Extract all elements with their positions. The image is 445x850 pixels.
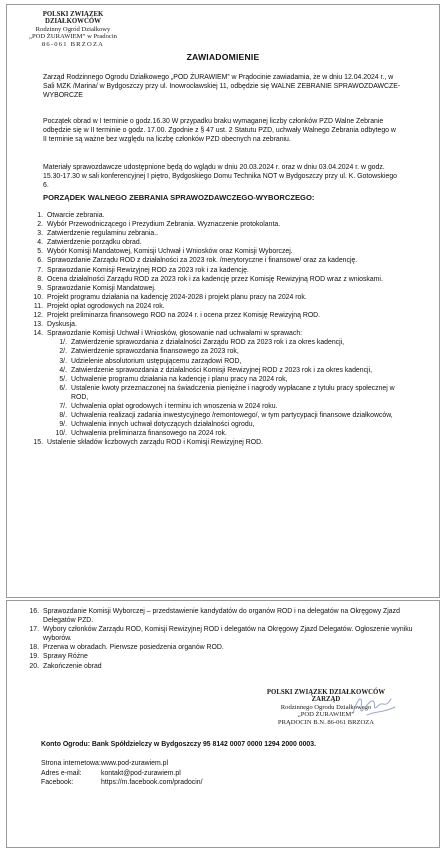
item-text: Zatwierdzenie sprawozdania finansowego za 2023 rok,: [71, 348, 239, 356]
item-number: 9.: [37, 284, 43, 292]
item-number: 4/.: [59, 366, 67, 374]
item-text: Otwarcie zebrania.: [47, 212, 105, 219]
item-number: 8.: [37, 275, 43, 283]
stamp-line: 86-061 BRZOZA: [41, 40, 105, 48]
contact-facebook: [41, 778, 203, 788]
sub-list-item: [25, 366, 405, 375]
contact-label: Facebook:: [41, 779, 74, 787]
item-text: Sprawozdanie Komisji Rewizyjnej ROD za 2023 rok i za kadencję.: [47, 266, 249, 274]
item-text: Wybór Przewodniczącego i Prezydium Zebrania. Wyznaczenie protokolanta.: [47, 221, 281, 229]
item-text: Sprawy Różne: [43, 653, 88, 661]
agenda-list-continued: [21, 607, 421, 671]
item-number: 4.: [37, 239, 43, 247]
item-number: 1.: [37, 212, 43, 219]
stamp-line: PRĄDOCIN B.N. 86-061 BRZOZA: [277, 718, 375, 726]
item-number: 19.: [29, 653, 39, 661]
item-number: 20.: [29, 662, 39, 670]
item-text: Zatwierdzenie sprawozdania z działalności Zarządu ROD za 2023 rok i za okres kadencji,: [71, 339, 345, 347]
item-text: Sprawozdanie Komisji Uchwał i Wniosków, głosowanie nad uchwałami w sprawach:: [47, 330, 303, 338]
item-number: 2/.: [59, 348, 67, 356]
sub-list-item: [25, 357, 405, 366]
document-page-2: [6, 600, 440, 848]
sub-list-item: [25, 347, 405, 356]
contact-website: [41, 759, 203, 769]
item-text: Ustalenie składów liczbowych zarządu ROD i Komisji Rewizyjnej ROD.: [47, 439, 263, 447]
agenda-heading: PORZĄDEK WALNEGO ZEBRANIA SPRAWOZDAWCZEGO-WYBORCZEGO:: [43, 193, 315, 202]
list-item: [25, 256, 405, 265]
item-text: Wybory członków Zarządu ROD, Komisji Rewizyjnej ROD i delegatów na Okręgowy Zjazd Delegatów. Ogłoszenie wyniku wyborów.: [43, 626, 413, 643]
list-item: [25, 238, 405, 247]
list-item: [21, 652, 421, 661]
item-text: Uchwalenia opłat ogrodowych i terminu ich wnoszenia w 2024 roku.: [71, 402, 278, 410]
item-number: 17.: [29, 626, 39, 634]
sub-list-item: [25, 338, 405, 347]
item-text: Sprawozdanie Komisji Mandatowej.: [47, 284, 156, 292]
list-item: [25, 293, 405, 302]
item-text: Uchwalenia preliminarza finansowego na 2024 rok.: [71, 430, 227, 438]
item-number: 6/.: [59, 384, 67, 392]
stamp-line: „POD ŻURAWIEM” w Pradocin: [29, 33, 117, 41]
item-text: Sprawozdanie Komisji Wyborczej – przedstawienie kandydatów do organów ROD i na delegatów na Okręgowy Zjazd Delegatów PZD.: [43, 608, 400, 625]
item-number: 5.: [37, 248, 43, 256]
sub-list-item: [25, 429, 405, 438]
item-text: Udzielenie absolutorium ustępującemu zarządowi ROD,: [71, 357, 242, 365]
item-number: 3/.: [59, 357, 67, 365]
item-text: Projekt preliminarza finansowego ROD na 2024 r. i ocena przez Komisję Rewizyjną ROD.: [47, 312, 321, 320]
list-item: [25, 229, 405, 238]
item-number: 6.: [37, 257, 43, 265]
list-item: [25, 266, 405, 275]
item-text: Zatwierdzenie regulaminu zebrania..: [47, 230, 159, 238]
list-item: [25, 320, 405, 329]
list-item: [21, 607, 421, 625]
document-title: ZAWIADOMIENIE: [186, 52, 260, 62]
item-number: 9/.: [59, 421, 67, 429]
item-text: Przerwa w obradach. Pierwsze posiedzenia organów ROD.: [43, 644, 224, 652]
stamp-line: POLSKI ZWIĄZEK DZIAŁKOWCÓW: [42, 11, 104, 26]
item-number: 5/.: [59, 375, 67, 383]
association-stamp: [25, 11, 121, 48]
stamp-line: ZARZĄD: [311, 696, 341, 704]
contact-label: Adres e-mail:: [41, 769, 82, 777]
materials-paragraph: Materiały sprawozdawcze udostępnione będą do wglądu w dniu 20.03.2024 r. oraz w dniu 03.04.2024 r. w godz. 15.30-17.30 w sali konferencyjnej I piętro, Bydgoskiego Domu Technika NOT w Bydgoszczy przy ul. K. Gotowskiego 6.: [43, 164, 398, 190]
item-number: 16.: [29, 608, 39, 615]
item-text: Projekt programu działania na kadencję 2024-2028 i projekt planu pracy na 2024 rok.: [47, 293, 307, 301]
contact-info: [41, 759, 203, 788]
item-number: 15.: [33, 439, 43, 447]
list-item: [21, 662, 421, 671]
item-text: Ocena działalności Zarządu ROD za 2023 rok i za kadencję przez Komisję Rewizyjną ROD wraz z wnioskami.: [47, 275, 383, 283]
contact-label: Strona internetowa:: [41, 760, 101, 767]
website-link[interactable]: www.pod-zurawiem.pl: [101, 760, 169, 767]
list-item: [25, 302, 405, 311]
item-text: Projekt opłat ogrodowych na 2024 rok.: [47, 302, 165, 310]
item-text: Wybór Komisji Mandatowej, Komisji Uchwał i Wniosków oraz Komisji Wyborczej.: [47, 248, 293, 256]
contact-email: [41, 769, 203, 779]
item-number: 2.: [37, 221, 43, 229]
bank-account: Konto Ogrodu: Bank Spółdzielczy w Bydgoszczy 95 8142 0007 0000 1294 2000 0003.: [41, 741, 316, 748]
item-number: 13.: [33, 321, 43, 329]
item-text: Zakończenie obrad: [43, 662, 102, 670]
list-item: [25, 284, 405, 293]
item-number: 7/.: [59, 402, 67, 410]
item-text: Dyskusja.: [47, 321, 77, 329]
sub-list-item: [25, 375, 405, 384]
sub-list-item: [25, 411, 405, 420]
item-text: Sprawozdanie Zarządu ROD z działalności za 2023 rok. /merytoryczne i finansowe/ oraz za kadencję.: [47, 257, 358, 265]
list-item: [25, 247, 405, 256]
sub-list-item: [25, 420, 405, 429]
item-text: Zatwierdzenie porządku obrad.: [47, 239, 142, 247]
sub-list-item: [25, 384, 405, 402]
list-item: [25, 211, 405, 220]
item-text: Zatwierdzenie sprawozdania z działalności Komisji Rewizyjnej ROD z 2023 rok i za okres kadencji,: [71, 366, 373, 374]
item-number: 7.: [37, 266, 43, 274]
list-item: [25, 311, 405, 320]
intro-paragraph: Zarząd Rodzinnego Ogrodu Działkowego „POD ŻURAWIEM” w Prądocinie zawiadamia, że w dniu 12.04.2024 r., w Sali MZK /Marina/ w Bydgoszczy przy ul. Inowrocławskiej 11, odbędzie się WALNE ZEBRANIE SPRAWOZDAWCZE-WYBORCZE: [43, 74, 401, 100]
item-number: 11.: [33, 302, 43, 310]
sub-list-item: [25, 402, 405, 411]
signature-icon: [349, 691, 399, 721]
item-number: 8/.: [59, 412, 67, 420]
list-item: [25, 438, 405, 447]
item-number: 10/.: [55, 430, 67, 438]
item-number: 10.: [33, 293, 43, 301]
item-number: 3.: [37, 230, 43, 238]
agenda-list: [25, 211, 405, 447]
list-item: [21, 625, 421, 643]
stamp-line: Rodzinnego Ogrodu Działkowego: [280, 703, 372, 711]
notice-paragraph: Początek obrad w I terminie o godz.16.30 W przypadku braku wymaganej liczby członków PZD Walne Zebranie odbędzie się w II terminie o godz. 17.00. Zgodnie z § 47 ust. 2 Statutu PZD, uchwały Walnego Zebrania odbytego w II terminie są ważne bez względu na liczbę członków PZD obecnych na zebraniu.: [43, 118, 396, 144]
item-text: Uchwalenia realizacji zadania inwestycyjnego /remontowego/, w tym partycypacji finansowe działkowców,: [71, 412, 393, 420]
facebook-link[interactable]: https://m.facebook.com/pradocin/: [101, 779, 203, 787]
email-link[interactable]: kontakt@pod-zurawiem.pl: [101, 769, 181, 777]
item-number: 18.: [29, 644, 39, 652]
item-text: Uchwalenie programu działania na kadencję i planu pracy na 2024 rok,: [71, 375, 288, 383]
stamp-line: „POD ŻURAWIEM”: [297, 711, 355, 719]
item-text: Uchwalenia innych uchwał dotyczących działalności ogrodu,: [71, 421, 255, 429]
stamp-line: POLSKI ZWIĄZEK DZIAŁKOWCÓW: [266, 689, 386, 696]
item-number: 12.: [33, 312, 43, 320]
list-item: [25, 275, 405, 284]
list-item: [25, 329, 405, 338]
item-number: 1/.: [59, 339, 67, 347]
stamp-line: Rodzinny Ogród Działkowy: [35, 25, 111, 33]
document-page-1: [6, 4, 440, 598]
item-number: 14.: [33, 330, 43, 338]
list-item: [25, 220, 405, 229]
list-item: [21, 643, 421, 652]
item-text: Ustalenie kwoty przeznaczonej na świadczenia pieniężne i nagrody wypłacane z tytułu pracy społecznej w ROD,: [71, 384, 395, 401]
